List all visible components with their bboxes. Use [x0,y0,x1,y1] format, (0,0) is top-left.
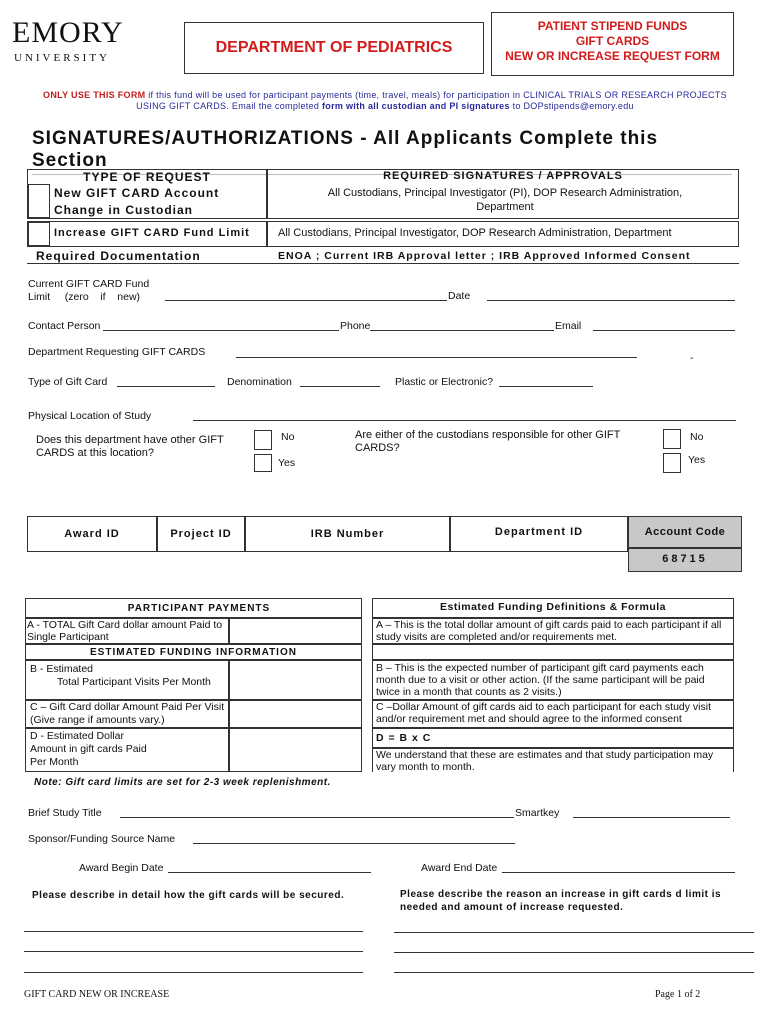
payment-a-value[interactable] [229,618,362,644]
brief-study-title-field[interactable] [120,817,514,818]
required-doc-label: Required Documentation [36,249,201,263]
custodians-question: Are either of the custodians responsible for other GIFT CARDS? [355,429,621,454]
signatures-header: REQUIRED SIGNATURES / APPROVALS [383,170,623,182]
form-title-box [491,12,734,76]
contact-person-field[interactable] [103,330,339,331]
increase-answer-line-3[interactable] [394,972,754,973]
form-title-line-1: PATIENT STIPEND FUNDS [537,19,688,33]
department-title-box [184,22,484,74]
usage-notice [30,90,740,112]
payment-d-value[interactable] [229,728,362,772]
secured-question: Please describe in detail how the gift cards will be secured. [32,890,345,901]
signatures-new: All Custodians, Principal Investigator (PI), DOP Research Administration, Department [327,187,683,213]
definition-c: C –Dollar Amount of gift cards aid to each participant for each study visit and/or requirement met and should agree to the informed consent [376,701,712,725]
other-cards-question: Does this department have other GIFT CARDS at this location? [36,434,224,459]
smartkey-label: Smartkey [515,807,560,819]
dept-requesting-field[interactable] [236,357,637,358]
signatures-increase: All Custodians, Principal Investigator, DOP Research Administration, Department [278,227,672,239]
account-code-value: 68715 [662,553,708,565]
department-title: DEPARTMENT OF PEDIATRICS [215,39,453,56]
smartkey-field[interactable] [573,817,730,818]
award-end-field[interactable] [502,872,735,873]
dept-requesting-label: Department Requesting GIFT CARDS [28,346,206,358]
other-cards-no-label: No [281,431,295,443]
email-label: Email [555,320,582,332]
increase-answer-line-2[interactable] [394,952,754,953]
phone-label: Phone [340,320,371,332]
notice-bold: form with all custodian and PI signatures [321,101,510,111]
award-end-label: Award End Date [421,862,498,874]
formula: D = B x C [376,732,432,744]
other-cards-yes-checkbox[interactable] [254,454,272,472]
current-limit-field[interactable] [165,300,447,301]
award-begin-label: Award Begin Date [79,862,164,874]
increase-answer-line-1[interactable] [394,932,754,933]
payment-c-value[interactable] [229,700,362,728]
increase-question: Please describe the reason an increase in gift cards d limit is needed and amount of increase requested. [400,889,722,913]
definition-a: A – This is the total dollar amount of gift cards paid to each participant if all study visits are completed and/or requirements met. [376,619,722,643]
notice-text-1: if this fund will be used for participant payments (time, travel, meals) for participation in CLINICAL TRIALS OR RESEARCH PROJECTS USING GIFT CARDS. Email the completed [136,90,727,111]
custodians-yes-checkbox[interactable] [663,453,681,473]
award-begin-field[interactable] [168,872,371,873]
type-gift-card-label: Type of Gift Card [28,376,108,388]
department-id-header: Department ID [494,526,584,538]
date-field[interactable] [487,300,735,301]
physical-location-field[interactable] [193,420,736,421]
brief-study-title-label: Brief Study Title [28,807,102,819]
university-logo-text: UNIVERSITY [14,52,110,64]
required-doc-underline [27,263,739,264]
plastic-electronic-label: Plastic or Electronic? [395,376,494,388]
sponsor-label: Sponsor/Funding Source Name [28,833,176,845]
denomination-field[interactable] [300,386,380,387]
emory-logo: EMORY [12,16,124,49]
denomination-label: Denomination [227,376,292,388]
disclaimer: We understand that these are estimates and that study participation may vary month to month. [376,749,714,772]
custodians-no-label: No [690,431,704,443]
custodians-yes-label: Yes [688,454,706,466]
payment-a-label: A - TOTAL Gift Card dollar amount Paid to Single Participant [27,619,223,643]
payment-c-label: C – Gift Card dollar Amount Paid Per Visit (Give range if amounts vary.) [30,701,225,726]
secured-answer-line-2[interactable] [24,951,363,952]
type-of-request-header: TYPE OF REQUEST [83,170,211,184]
footer-page-number: Page 1 of 2 [655,989,701,1000]
current-limit-label-2: Limit (zero if new) [28,291,141,303]
type-change-custodian: Change in Custodian [54,203,193,217]
increase-limit-checkbox[interactable] [28,222,50,246]
notice-text-2: to DOPstipends@emory.edu [509,101,634,111]
custodians-no-checkbox[interactable] [663,429,681,449]
email-field[interactable] [593,330,735,331]
sponsor-field[interactable] [193,843,515,844]
physical-location-label: Physical Location of Study [28,410,152,422]
date-label: Date [448,290,471,302]
type-gift-card-field[interactable] [117,386,215,387]
contact-person-label: Contact Person [28,320,101,332]
secured-answer-line-3[interactable] [24,972,363,973]
plastic-electronic-field[interactable] [499,386,593,387]
phone-field[interactable] [370,330,554,331]
gift-card-limit-note: Note: Gift card limits are set for 2-3 week replenishment. [34,777,331,788]
payment-b-label-1: B - Estimated [30,663,94,675]
irb-number-header: IRB Number [310,528,385,540]
definitions-header: Estimated Funding Definitions & Formula [439,601,666,613]
project-id-header: Project ID [170,528,232,540]
payment-b-label-2: Total Participant Visits Per Month [57,676,211,688]
payment-d-label-1: D - Estimated Dollar [30,730,124,742]
current-limit-label-1: Current GIFT CARD Fund [28,278,150,290]
payment-d-label-2: Amount in gift cards Paid [30,743,147,755]
account-code-header: Account Code [644,526,726,538]
payment-b-value[interactable] [229,660,362,700]
estimated-funding-header: ESTIMATED FUNDING INFORMATION [90,647,297,658]
payments-header: PARTICIPANT PAYMENTS [127,603,271,614]
notice-lead: ONLY USE THIS FORM [43,90,146,100]
other-cards-no-checkbox[interactable] [254,430,272,450]
footer-form-name: GIFT CARD NEW OR INCREASE [24,989,170,1000]
award-id-header: Award ID [64,528,120,540]
type-increase-limit: Increase GIFT CARD Fund Limit [54,227,250,239]
form-title-line-2: GIFT CARDS [575,34,650,48]
section-title: SIGNATURES/AUTHORIZATIONS - All Applicants Complete this Section [32,128,732,175]
new-account-checkbox[interactable] [28,184,50,218]
payment-d-label-3: Per Month [30,756,79,768]
other-cards-yes-label: Yes [278,457,296,469]
required-doc-value: ENOA ; Current IRB Approval letter ; IRB Approved Informed Consent [278,250,691,262]
form-title-line-3: NEW OR INCREASE REQUEST FORM [505,49,720,63]
definitions-gap-cell [372,644,734,660]
definition-b: B – This is the expected number of participant gift card payments each month due to a visit or other action. (If the same participant will be paid twice in a month that counts as 2 visits.) [376,662,705,698]
secured-answer-line-1[interactable] [24,931,363,932]
dept-requesting-dash: - [690,352,694,364]
type-new-account: New GIFT CARD Account [54,186,220,200]
